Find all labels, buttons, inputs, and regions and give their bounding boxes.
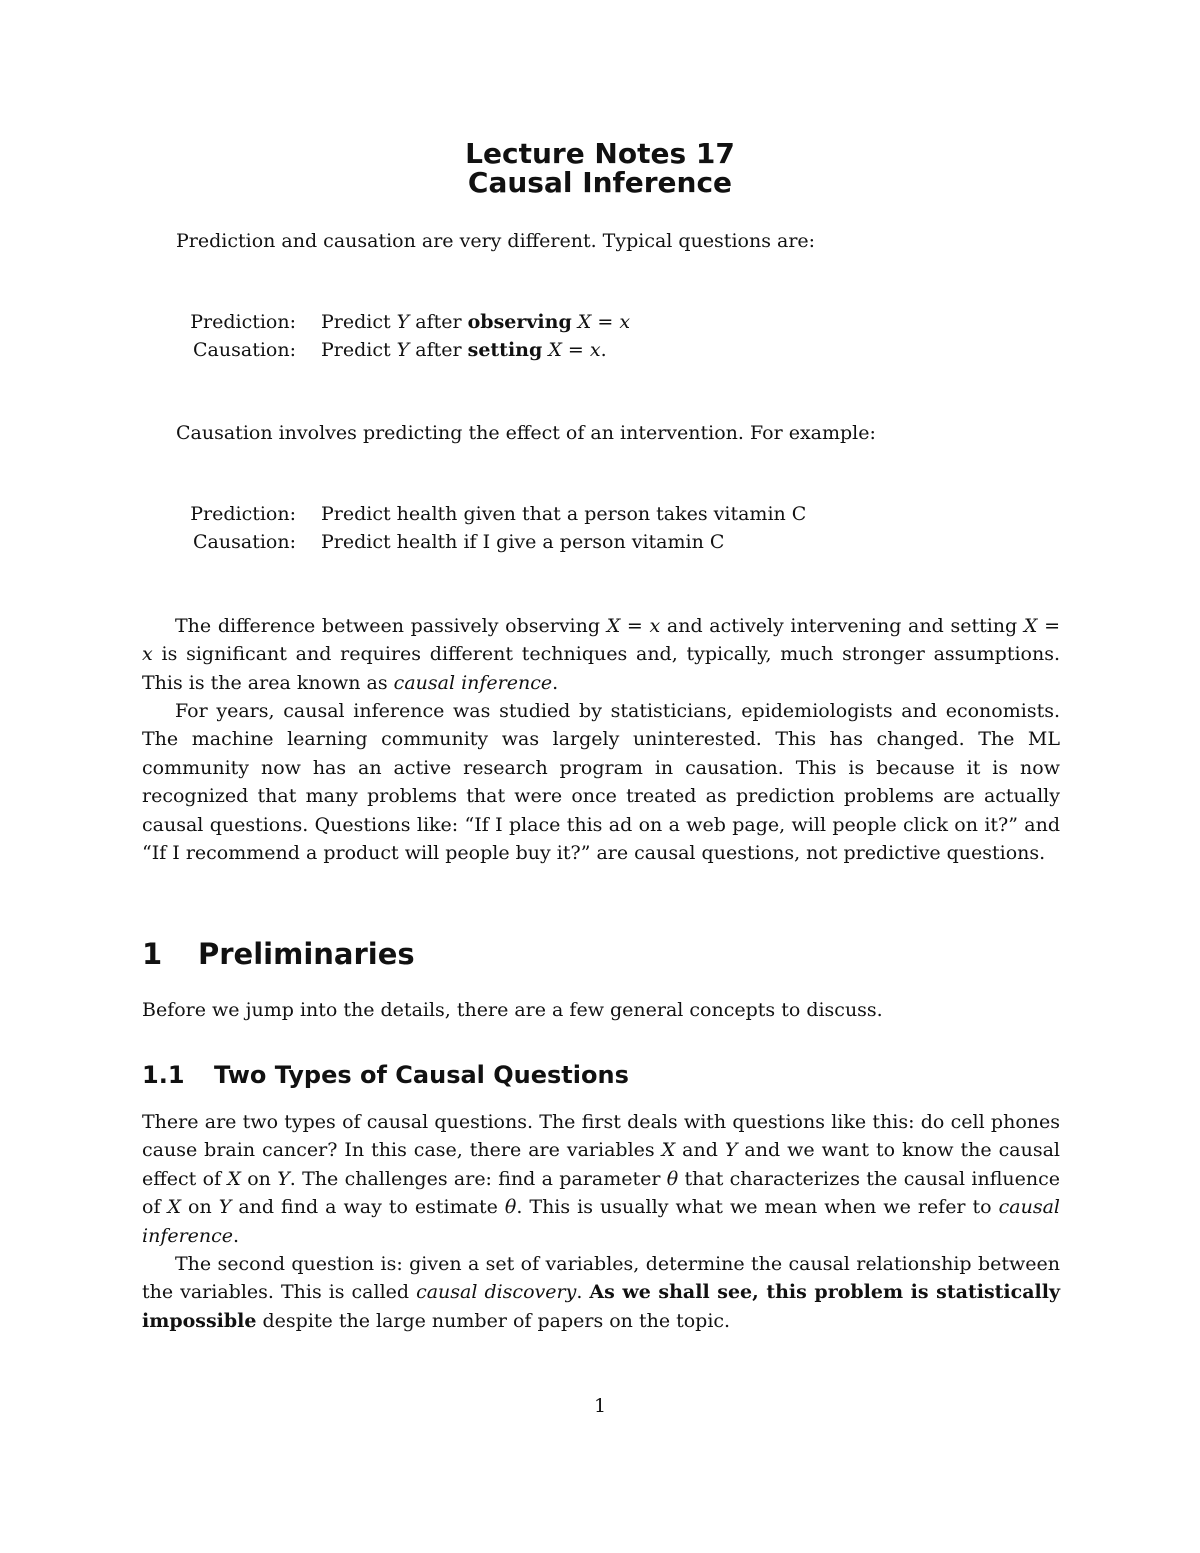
table1-value-causation: Predict Y after setting X = x. [321, 339, 607, 361]
table2-value-causation: Predict health if I give a person vitamin C [321, 531, 725, 553]
paragraph-difference: The difference between passively observing X = x and actively intervening and setting X = x is significant and requires different techniques and, typically, much stronger assumptions. This is the area known as causal inference. [142, 615, 1060, 694]
paragraph-two-types: There are two types of causal questions. The first deals with questions like this: do cell phones cause brain cancer? In this case, there are variables X and Y and we want to know the causal effect of X on Y. The challenges are: find a parameter θ that characterizes the causal influence of X on Y and find a way to estimate θ. This is usually what we mean when we refer to causal inference. [142, 1111, 1061, 1247]
table1-value-prediction: Predict Y after observing X = x [321, 311, 631, 333]
paragraph-causal-discovery: The second question is: given a set of variables, determine the causal relationship between the variables. This is called causal discovery. As we shall see, this problem is statistically impossible despite the large number of papers on the topic. [142, 1253, 1060, 1332]
title-line-2: Causal Inference [467, 166, 733, 199]
intro-text: Prediction and causation are very different. Typical questions are: [176, 230, 816, 252]
table1-label-causation: Causation: [193, 339, 296, 361]
section-heading-preliminaries: 1 Preliminaries [142, 937, 415, 971]
table2-label-prediction: Prediction: [190, 503, 296, 525]
table1-label-prediction: Prediction: [190, 311, 296, 333]
preliminaries-text: Before we jump into the details, there are a few general concepts to discuss. [142, 999, 883, 1021]
table2-value-prediction: Predict health given that a person takes vitamin C [321, 503, 807, 525]
page-number: 1 [593, 1395, 607, 1417]
title-line-1: Lecture Notes 17 [465, 137, 735, 170]
table2-label-causation: Causation: [193, 531, 296, 553]
paragraph-history: For years, causal inference was studied by statisticians, epidemiologists and economists. The machine learning community was largely uninterested. This has changed. The ML community now has an active research program in causation. This is because it is now recognized that many problems that were once treated as prediction problems are actually causal questions. Questions like: “If I place this ad on a web page, will people click on it?” and “If I recommend a product will people buy it?” are causal questions, not predictive questions. [142, 700, 1060, 865]
intro2-text: Causation involves predicting the effect of an intervention. For example: [176, 422, 876, 444]
subsection-heading-two-types: 1.1 Two Types of Causal Questions [142, 1061, 629, 1089]
